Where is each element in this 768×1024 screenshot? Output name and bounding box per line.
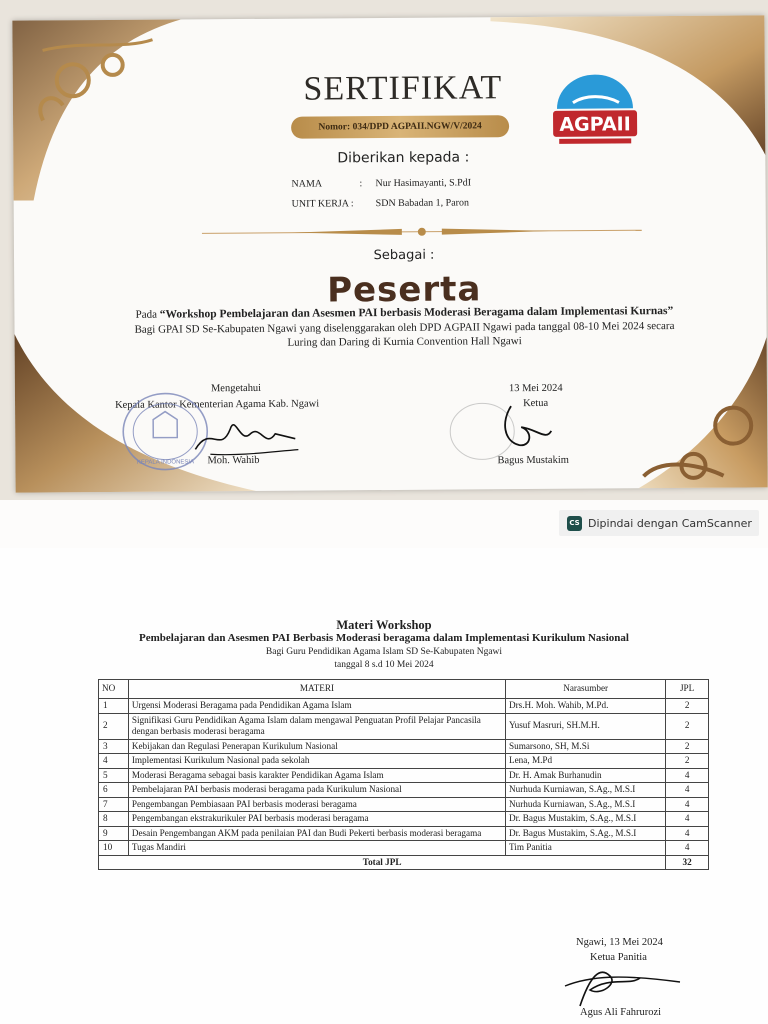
cell-narasumber: Nurhuda Kurniawan, S.Ag., M.S.I [505,783,665,798]
header-narasumber: Narasumber [505,680,665,699]
cell-materi: Implementasi Kurikulum Nasional pada sekolah [128,754,505,769]
cell-no: 10 [99,841,129,856]
cell-narasumber: Yusuf Masruri, SH.M.H. [505,713,665,739]
cell-materi: Tugas Mandiri [128,841,505,856]
cell-jpl: 2 [666,754,709,769]
table-row [99,841,709,856]
header-jpl: JPL [666,680,709,699]
cell-no: 4 [99,754,129,769]
cell-jpl: 4 [666,826,709,841]
total-label: Total JPL [99,855,666,870]
materials-title: Materi Workshop [336,618,432,632]
cell-materi: Urgensi Moderasi Beragama pada Pendidikan Agama Islam [128,699,505,714]
table-row [99,783,709,798]
cell-materi: Moderasi Beragama sebagai basis karakter Pendidikan Agama Islam [128,768,505,783]
certificate-title: SERTIFIKAT [303,69,503,108]
left-sig-title: Kepala Kantor Kementerian Agama Kab. Ngawi [115,398,320,411]
name-row [291,177,471,189]
materials-date: tanggal 8 s.d 10 Mei 2024 [334,660,434,670]
cell-narasumber: Drs.H. Moh. Wahib, M.Pd. [505,699,665,714]
camscanner-text: Dipindai dengan CamScanner [588,516,752,530]
table-row [99,826,709,841]
cell-narasumber: Sumarsono, SH, M.Si [505,739,665,754]
name-value: Nur Hasimayanti, S.PdI [375,177,472,190]
p2-sig-place-date: Ngawi, 13 Mei 2024 [576,937,663,948]
camscanner-badge [559,510,759,536]
cell-materi: Desain Pengembangan AKM pada penilaian PAI dan Budi Pekerti berbasis moderasi beragama [128,826,505,841]
unit-value: SDN Babadan 1, Paron [375,197,470,210]
table-header-row [99,680,709,699]
name-label: NAMA [291,178,323,190]
right-sig-title: Ketua [523,397,549,410]
table-body [99,699,709,856]
materials-subtitle: Pembelajaran dan Asesmen PAI Berbasis Moderasi beragama dalam Implementasi Kurikulum Nasional [139,632,629,644]
name-colon: : [359,178,363,190]
given-to-label: Diberikan kepada : [337,149,470,167]
cell-materi: Pengembangan Pembiasaan PAI berbasis moderasi beragama [128,797,505,812]
table-row [99,812,709,827]
cell-jpl: 2 [666,739,709,754]
table-row [99,754,709,769]
logo-text: AGPAII [559,113,631,136]
p2-sig-title: Ketua Panitia [590,952,647,963]
unit-row [292,197,469,209]
cell-no: 9 [99,826,129,841]
cell-jpl: 4 [666,797,709,812]
cell-materi: Kebijakan dan Regulasi Penerapan Kurikulum Nasional [128,739,505,754]
cell-materi: Pengembangan ekstrakurikuler PAI berbasis moderasi beragama [128,812,505,827]
workshop-materials-page [0,548,768,1024]
table-row [99,699,709,714]
as-label: Sebagai : [373,247,435,264]
cell-no: 6 [99,783,129,798]
cell-no: 1 [99,699,129,714]
header-no: NO [99,680,129,699]
cell-narasumber: Lena, M.Pd [505,754,665,769]
cell-no: 2 [99,713,129,739]
certificate-description [134,304,674,351]
stamp-text: KEPALA INDONESIA [136,459,195,466]
cell-jpl: 2 [666,699,709,714]
cell-no: 5 [99,768,129,783]
table-row [99,797,709,812]
left-sig-known: Mengetahui [210,382,262,395]
p2-signature-icon [560,956,690,1012]
cell-jpl: 4 [666,768,709,783]
right-sig-name: Bagus Mustakim [497,454,569,467]
cell-jpl: 4 [666,783,709,798]
total-value: 32 [666,855,709,870]
cell-no: 7 [99,797,129,812]
cell-narasumber: Nurhuda Kurniawan, S.Ag., M.S.I [505,797,665,812]
cell-narasumber: Tim Panitia [505,841,665,856]
cell-jpl: 4 [666,812,709,827]
certificate-photo [0,0,768,500]
cell-narasumber: Dr. H. Amak Burhanudin [505,768,665,783]
cell-jpl: 2 [666,713,709,739]
table-row [99,739,709,754]
role-title: Peserta [326,269,482,311]
agpaii-logo-icon [545,68,646,151]
desc-rest: Bagi GPAI SD Se-Kabupaten Ngawi yang diselenggarakan oleh DPD AGPAII Ngawi pada tanggal 08-10 Mei 2024 secara Luring dan Daring di Kurnia Convention Hall Ngawi [134,319,675,349]
cell-narasumber: Dr. Bagus Mustakim, S.Ag., M.S.I [505,812,665,827]
cell-no: 8 [99,812,129,827]
materials-table [98,679,709,870]
table-row [99,768,709,783]
header-materi: MATERI [128,680,505,699]
cell-materi: Signifikasi Guru Pendidikan Agama Islam dalam mengawal Penguatan Profil Pelajar Pancasila dengan berbasis moderasi beragama [128,713,505,739]
left-sig-name: Moh. Wahib [207,454,260,467]
cell-no: 3 [99,739,129,754]
camscanner-icon: CS [567,516,582,531]
materials-target: Bagi Guru Pendidikan Agama Islam SD Se-Kabupaten Ngawi [265,647,503,657]
certificate-number: Nomor: 034/DPD AGPAII.NGW/V/2024 [291,115,509,139]
gold-divider-icon [202,224,642,239]
cell-jpl: 4 [666,841,709,856]
cell-narasumber: Dr. Bagus Mustakim, S.Ag., M.S.I [505,826,665,841]
p2-sig-name: Agus Ali Fahrurozi [580,1007,662,1018]
desc-event-name: “Workshop Pembelajaran dan Asesmen PAI berbasis Moderasi Beragama dalam Implementasi Kurnas” [159,305,674,321]
right-signature-icon [491,401,561,457]
right-sig-date: 13 Mei 2024 [508,382,563,395]
cell-materi: Pembelajaran PAI berbasis moderasi beragama pada Kurikulum Nasional [128,783,505,798]
desc-prefix: Pada [135,308,160,321]
unit-label: UNIT KERJA : [291,198,354,210]
total-row [99,855,709,870]
certificate-paper [12,15,767,492]
table-row [99,713,709,739]
